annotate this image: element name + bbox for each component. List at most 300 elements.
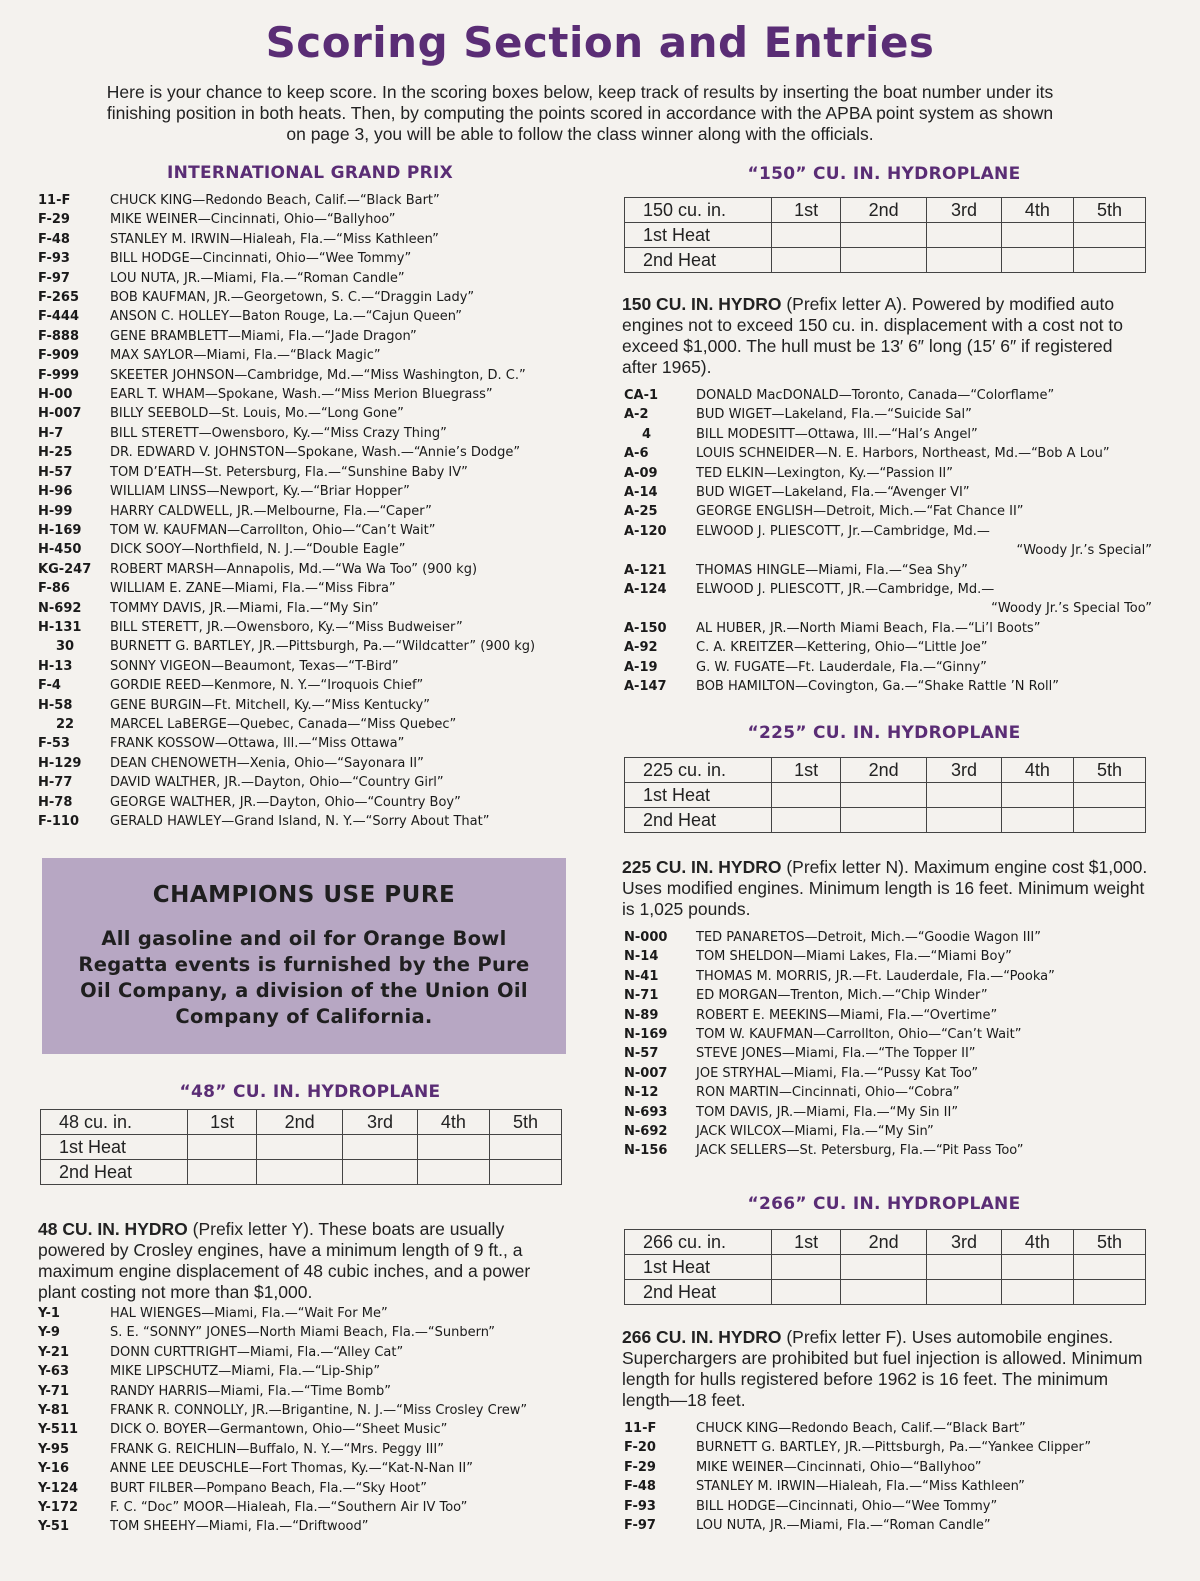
c266-heading: “266” CU. IN. HYDROPLANE — [747, 1194, 1021, 1214]
boat-number: F-48 — [624, 1479, 656, 1495]
score-cell[interactable] — [489, 1135, 561, 1160]
promo-box — [42, 858, 566, 1054]
boat-number: F-20 — [624, 1440, 656, 1456]
c266-score-table — [624, 1229, 1146, 1305]
boat-number: H-58 — [38, 697, 73, 713]
score-cell[interactable] — [257, 1135, 343, 1160]
entry-row — [624, 386, 1152, 405]
score-header-row — [625, 198, 1146, 223]
score-cell[interactable] — [417, 1135, 489, 1160]
entry-row — [38, 676, 598, 695]
c225-desc-bold: 225 CU. IN. HYDRO — [622, 857, 782, 877]
score-cell[interactable] — [1001, 248, 1073, 273]
entry-text: THOMAS HINGLE—Miami, Fla.—“Sea Shy” — [696, 562, 968, 578]
score-cell[interactable] — [841, 248, 927, 273]
entry-row — [624, 464, 1152, 483]
boat-number: H-57 — [38, 464, 73, 480]
entry-text: HARRY CALDWELL, JR.—Melbourne, Fla.—“Caper” — [110, 503, 432, 519]
score-cell[interactable] — [1001, 783, 1073, 808]
score-cell[interactable] — [927, 1255, 1002, 1280]
boat-number: A-150 — [624, 620, 667, 636]
score-cell[interactable] — [927, 223, 1002, 248]
entry-row — [624, 1141, 1152, 1160]
score-cell[interactable] — [1073, 808, 1145, 833]
page-title: Scoring Section and Entries — [265, 18, 935, 67]
entry-row — [624, 425, 1152, 444]
entry-text: GEORGE WALTHER, JR.—Dayton, Ohio—“Country Boy” — [110, 794, 461, 810]
boat-number: N-007 — [624, 1065, 668, 1081]
boat-number: N-12 — [624, 1085, 659, 1101]
boat-number: Y-9 — [38, 1325, 60, 1341]
boat-number: F-93 — [624, 1498, 656, 1514]
boat-number: N-71 — [624, 988, 659, 1004]
place-header: 5th — [489, 1110, 561, 1135]
score-cell[interactable] — [927, 808, 1002, 833]
boat-number: H-77 — [38, 775, 73, 791]
heat-row — [625, 248, 1146, 273]
entry-row — [624, 502, 1152, 521]
entry-text: DICK SOOY—Northfield, N. J.—“Double Eagle” — [110, 542, 406, 558]
entry-row — [38, 1498, 598, 1517]
entry-row — [38, 579, 598, 598]
entry-row — [38, 1304, 598, 1323]
entry-text: MIKE LIPSCHUTZ—Miami, Fla.—“Lip-Ship” — [110, 1364, 381, 1380]
entry-row — [38, 715, 598, 734]
score-cell[interactable] — [1001, 1280, 1073, 1305]
entry-text: STANLEY M. IRWIN—Hialeah, Fla.—“Miss Kathleen” — [110, 231, 439, 247]
entry-row — [624, 1477, 1152, 1496]
score-cell[interactable] — [772, 1280, 841, 1305]
entry-text: DONN CURTTRIGHT—Miami, Fla.—“Alley Cat” — [110, 1344, 404, 1360]
heat-row — [625, 1255, 1146, 1280]
entry-row — [624, 1122, 1152, 1141]
entry-row — [624, 522, 1152, 541]
entry-row — [624, 1006, 1152, 1025]
entry-row — [624, 967, 1152, 986]
boat-number: 4 — [642, 426, 652, 442]
boat-number: F-999 — [38, 367, 80, 383]
place-header: 5th — [1073, 198, 1145, 223]
boat-number: N-000 — [624, 930, 668, 945]
score-cell[interactable] — [257, 1160, 343, 1185]
c48-score-table — [40, 1109, 562, 1185]
place-header: 4th — [1001, 198, 1073, 223]
entry-row — [624, 619, 1152, 638]
boat-number: A-6 — [624, 446, 649, 462]
boat-number: A-25 — [624, 504, 658, 520]
entry-text: BOB HAMILTON—Covington, Ga.—“Shake Rattle ’N Roll” — [696, 679, 1059, 695]
entry-row — [38, 424, 598, 443]
boat-number: F-29 — [38, 212, 70, 228]
heat-row — [41, 1135, 562, 1160]
boat-number: A-14 — [624, 485, 658, 501]
entry-row — [38, 1382, 598, 1401]
entry-text: JOE STRYHAL—Miami, Fla.—“Pussy Kat Too” — [696, 1065, 979, 1081]
score-cell[interactable] — [772, 1255, 841, 1280]
entry-text: SONNY VIGEON—Beaumont, Texas—“T-Bird” — [110, 658, 399, 674]
table-label: 150 cu. in. — [625, 198, 772, 223]
boat-number: H-96 — [38, 484, 73, 500]
entry-text: SKEETER JOHNSON—Cambridge, Md.—“Miss Washington, D. C.” — [110, 367, 526, 383]
entry-row — [624, 928, 1152, 947]
entry-text: STEVE JONES—Miami, Fla.—“The Topper II” — [696, 1046, 976, 1062]
entry-text: WILLIAM LINSS—Newport, Ky.—“Briar Hopper” — [110, 484, 410, 500]
score-cell[interactable] — [188, 1160, 257, 1185]
entry-row — [38, 288, 598, 307]
entry-row — [624, 677, 1152, 696]
boat-number: A-2 — [624, 407, 649, 423]
entry-text: TED ELKIN—Lexington, Ky.—“Passion II” — [696, 465, 953, 481]
entry-row — [624, 561, 1152, 580]
boat-number: KG-247 — [38, 561, 92, 577]
score-cell[interactable] — [927, 783, 1002, 808]
boat-number: H-25 — [38, 445, 73, 461]
boat-number: F-110 — [38, 814, 80, 829]
entry-text: BURNETT G. BARTLEY, JR.—Pittsburgh, Pa.—“Yankee Clipper” — [696, 1440, 1092, 1456]
entry-text: FRANK G. REICHLIN—Buffalo, N. Y.—“Mrs. Peggy III” — [110, 1441, 444, 1457]
score-cell[interactable] — [841, 1255, 927, 1280]
entry-row — [624, 947, 1152, 966]
boat-number: Y-21 — [38, 1344, 69, 1360]
c266-desc-bold: 266 CU. IN. HYDRO — [622, 1327, 782, 1347]
c225-description — [622, 857, 1150, 920]
entry-text: CHUCK KING—Redondo Beach, Calif.—“Black Bart” — [110, 193, 440, 208]
boat-number: 30 — [56, 639, 75, 655]
c150-description — [622, 294, 1150, 378]
entry-row — [38, 1323, 598, 1342]
score-cell[interactable] — [1073, 783, 1145, 808]
boat-number: N-156 — [624, 1143, 668, 1159]
entry-row — [38, 1362, 598, 1381]
boat-number: N-14 — [624, 949, 659, 965]
c48-entry-list — [38, 1304, 598, 1537]
boat-number: N-89 — [624, 1007, 659, 1023]
c150-score-table — [624, 197, 1146, 273]
boat-number: A-09 — [624, 465, 658, 481]
boat-number: Y-172 — [38, 1500, 79, 1516]
entry-row — [38, 1401, 598, 1420]
entry-row — [38, 599, 598, 618]
entry-row — [38, 637, 598, 656]
igp-heading: INTERNATIONAL GRAND PRIX — [166, 163, 454, 183]
score-cell[interactable] — [772, 808, 841, 833]
boat-number: F-97 — [38, 270, 70, 286]
entry-text: BURT FILBER—Pompano Beach, Fla.—“Sky Hoot” — [110, 1480, 427, 1496]
boat-number: CA-1 — [624, 388, 659, 403]
table-label: 48 cu. in. — [41, 1110, 188, 1135]
score-cell[interactable] — [841, 783, 927, 808]
c266-desc-text: (Prefix letter F). Uses automobile engines. Superchargers are prohibited but fuel injection is allowed. Minimum length for hulls registered before 1962 is 16 feet. The minimum length—18 feet. — [622, 1327, 1143, 1410]
c150-heading: “150” CU. IN. HYDROPLANE — [747, 164, 1021, 184]
entry-text: TOM D’EATH—St. Petersburg, Fla.—“Sunshine Baby IV” — [110, 464, 468, 480]
boat-number: H-131 — [38, 619, 82, 635]
place-header: 3rd — [927, 198, 1002, 223]
entry-row — [38, 307, 598, 326]
place-header: 1st — [772, 198, 841, 223]
entry-row — [38, 404, 598, 423]
c225-heading: “225” CU. IN. HYDROPLANE — [747, 723, 1021, 743]
c48-description — [38, 1219, 566, 1303]
entry-row — [624, 483, 1152, 502]
entry-row — [624, 580, 1152, 599]
boat-number: A-124 — [624, 582, 667, 598]
score-cell[interactable] — [1001, 1255, 1073, 1280]
boat-number: H-00 — [38, 387, 73, 403]
entry-text: BILL STERETT, JR.—Owensboro, Ky.—“Miss Budweiser” — [110, 619, 463, 635]
boat-number: F-265 — [38, 290, 80, 306]
entry-text: GENE BRAMBLETT—Miami, Fla.—“Jade Dragon” — [110, 328, 417, 344]
entry-row — [38, 754, 598, 773]
boat-number: F-97 — [624, 1518, 656, 1534]
score-cell[interactable] — [927, 1280, 1002, 1305]
boat-number: Y-71 — [38, 1383, 69, 1399]
heat-label: 2nd Heat — [625, 248, 772, 273]
place-header: 4th — [1001, 1230, 1073, 1255]
entry-row — [624, 986, 1152, 1005]
entry-text: RANDY HARRIS—Miami, Fla.—“Time Bomb” — [110, 1383, 392, 1399]
heat-label: 1st Heat — [41, 1135, 188, 1160]
entry-text: BOB KAUFMAN, JR.—Georgetown, S. C.—“Draggin Lady” — [110, 290, 475, 306]
c48-heading: “48” CU. IN. HYDROPLANE — [179, 1082, 441, 1102]
igp-entry-list — [38, 191, 598, 831]
boat-number: N-693 — [624, 1104, 668, 1120]
entry-text: WILLIAM E. ZANE—Miami, Fla.—“Miss Fibra” — [110, 581, 396, 597]
entry-text: BILL HODGE—Cincinnati, Ohio—“Wee Tommy” — [110, 251, 412, 267]
entry-text: DAVID WALTHER, JR.—Dayton, Ohio—“Country Girl” — [110, 775, 444, 791]
score-cell[interactable] — [772, 783, 841, 808]
entry-continuation — [624, 599, 1152, 618]
heat-row — [625, 783, 1146, 808]
heat-row — [625, 808, 1146, 833]
entry-text: GENE BURGIN—Ft. Mitchell, Ky.—“Miss Kentucky” — [110, 697, 430, 713]
score-cell[interactable] — [1073, 248, 1145, 273]
heat-label: 2nd Heat — [41, 1160, 188, 1185]
entry-text: TOM SHELDON—Miami Lakes, Fla.—“Miami Boy” — [696, 949, 1012, 965]
entry-text: G. W. FUGATE—Ft. Lauderdale, Fla.—“Ginny” — [696, 659, 987, 675]
c225-score-table — [624, 757, 1146, 833]
entry-row — [38, 657, 598, 676]
place-header: 3rd — [343, 1110, 418, 1135]
entry-row — [624, 1103, 1152, 1122]
entry-text: HAL WIENGES—Miami, Fla.—“Wait For Me” — [110, 1306, 388, 1321]
entry-text: GEORGE ENGLISH—Detroit, Mich.—“Fat Chance II” — [696, 504, 1024, 520]
entry-text: MIKE WEINER—Cincinnati, Ohio—“Ballyhoo” — [110, 212, 396, 228]
boat-number: H-7 — [38, 425, 64, 441]
c150-desc-text: (Prefix letter A). Powered by modified auto engines not to exceed 150 cu. in. displacement with a cost not to exceed $1,000. The hull must be 13′ 6″ long (15′ 6″ if registered after 1965). — [622, 294, 1124, 377]
entry-text: TOM DAVIS, JR.—Miami, Fla.—“My Sin II” — [696, 1104, 959, 1120]
entry-row — [38, 773, 598, 792]
boat-number: H-129 — [38, 755, 82, 771]
boat-number: H-450 — [38, 542, 82, 558]
entry-text: BUD WIGET—Lakeland, Fla.—“Suicide Sal” — [696, 407, 972, 423]
boat-number: H-169 — [38, 522, 82, 538]
entry-text: TOM SHEEHY—Miami, Fla.—“Driftwood” — [110, 1519, 369, 1535]
heat-label: 1st Heat — [625, 1255, 772, 1280]
entry-row — [38, 1343, 598, 1362]
score-cell[interactable] — [489, 1160, 561, 1185]
entry-text: STANLEY M. IRWIN—Hialeah, Fla.—“Miss Kathleen” — [696, 1479, 1025, 1495]
heat-label: 1st Heat — [625, 783, 772, 808]
entry-row — [38, 482, 598, 501]
place-header: 1st — [188, 1110, 257, 1135]
place-header: 5th — [1073, 1230, 1145, 1255]
entry-row — [38, 540, 598, 559]
entry-row — [38, 443, 598, 462]
entry-text: BILLY SEEBOLD—St. Louis, Mo.—“Long Gone” — [110, 406, 404, 422]
entry-text: LOUIS SCHNEIDER—N. E. Harbors, Northeast, Md.—“Bob A Lou” — [696, 446, 1110, 462]
entry-text: JACK WILCOX—Miami, Fla.—“My Sin” — [696, 1124, 934, 1140]
score-cell[interactable] — [1001, 223, 1073, 248]
c48-desc-bold: 48 CU. IN. HYDRO — [38, 1219, 188, 1239]
entry-text: F. C. “Doc” MOOR—Hialeah, Fla.—“Southern Air IV Too” — [110, 1500, 468, 1516]
score-cell[interactable] — [188, 1135, 257, 1160]
boat-number: A-120 — [624, 523, 667, 539]
entry-row — [38, 521, 598, 540]
entry-text: ANSON C. HOLLEY—Baton Rouge, La.—“Cajun Queen” — [110, 309, 463, 325]
place-header: 2nd — [257, 1110, 343, 1135]
entry-text: MAX SAYLOR—Miami, Fla.—“Black Magic” — [110, 348, 381, 364]
entry-row — [624, 658, 1152, 677]
entry-row — [38, 1440, 598, 1459]
entry-row — [38, 366, 598, 385]
score-cell[interactable] — [841, 223, 927, 248]
c266-entry-list — [624, 1419, 1152, 1535]
boat-number: H-78 — [38, 794, 73, 810]
table-label: 266 cu. in. — [625, 1230, 772, 1255]
entry-text: MIKE WEINER—Cincinnati, Ohio—“Ballyhoo” — [696, 1459, 982, 1475]
entry-text: ROBERT E. MEEKINS—Miami, Fla.—“Overtime” — [696, 1007, 998, 1023]
score-cell[interactable] — [927, 248, 1002, 273]
place-header: 4th — [417, 1110, 489, 1135]
entry-row — [38, 502, 598, 521]
entry-row — [38, 269, 598, 288]
table-label: 225 cu. in. — [625, 758, 772, 783]
entry-text: “Woody Jr.’s Special” — [1016, 543, 1152, 559]
entry-row — [624, 1419, 1152, 1438]
entry-row — [38, 618, 598, 637]
entry-row — [38, 696, 598, 715]
place-header: 1st — [772, 1230, 841, 1255]
score-cell[interactable] — [1073, 223, 1145, 248]
boat-number: H-99 — [38, 503, 73, 519]
entry-row — [38, 230, 598, 249]
boat-number: F-53 — [38, 736, 70, 752]
score-cell[interactable] — [417, 1160, 489, 1185]
entry-text: MARCEL LaBERGE—Quebec, Canada—“Miss Quebec” — [110, 716, 457, 732]
boat-number: Y-124 — [38, 1480, 79, 1496]
entry-row — [38, 385, 598, 404]
boat-number: F-48 — [38, 231, 70, 247]
entry-row — [624, 1025, 1152, 1044]
entry-row — [38, 812, 598, 831]
entry-text: BURNETT G. BARTLEY, JR.—Pittsburgh, Pa.—“Wildcatter” (900 kg) — [110, 639, 536, 655]
boat-number: Y-95 — [38, 1441, 69, 1457]
heat-row — [625, 223, 1146, 248]
score-cell[interactable] — [772, 223, 841, 248]
entry-text: JACK SELLERS—St. Petersburg, Fla.—“Pit Pass Too” — [696, 1143, 1024, 1159]
boat-number: A-19 — [624, 659, 658, 675]
score-cell[interactable] — [343, 1160, 418, 1185]
entry-row — [38, 327, 598, 346]
entry-text: TOM W. KAUFMAN—Carrollton, Ohio—“Can’t Wait” — [696, 1027, 1022, 1043]
c150-entry-list — [624, 386, 1152, 697]
entry-text: AL HUBER, JR.—North Miami Beach, Fla.—“Li’l Boots” — [696, 620, 1041, 636]
promo-body: All gasoline and oil for Orange Bowl Regatta events is furnished by the Pure Oil Company, a division of the Union Oil Company of California. — [78, 927, 530, 1028]
score-header-row — [625, 758, 1146, 783]
entry-row — [624, 638, 1152, 657]
entry-text: DICK O. BOYER—Germantown, Ohio—“Sheet Music” — [110, 1422, 448, 1438]
boat-number: F-93 — [38, 251, 70, 267]
boat-number: N-692 — [38, 600, 82, 616]
score-cell[interactable] — [841, 808, 927, 833]
score-cell[interactable] — [343, 1135, 418, 1160]
entry-text: LOU NUTA, JR.—Miami, Fla.—“Roman Candle” — [696, 1518, 991, 1534]
entry-text: S. E. “SONNY” JONES—North Miami Beach, Fla.—“Sunbern” — [110, 1325, 496, 1341]
score-cell[interactable] — [1073, 1255, 1145, 1280]
promo-heading: CHAMPIONS USE PURE — [152, 882, 456, 908]
boat-number: Y-81 — [38, 1403, 69, 1419]
entry-text: RON MARTIN—Cincinnati, Ohio—“Cobra” — [696, 1085, 960, 1101]
entry-text: FRANK R. CONNOLLY, JR.—Brigantine, N. J.—“Miss Crosley Crew” — [110, 1403, 528, 1419]
entry-text: FRANK KOSSOW—Ottawa, Ill.—“Miss Ottawa” — [110, 736, 405, 752]
entry-row — [624, 1497, 1152, 1516]
score-cell[interactable] — [1001, 808, 1073, 833]
boat-number: F-888 — [38, 328, 80, 344]
entry-text: GORDIE REED—Kenmore, N. Y.—“Iroquois Chief” — [110, 678, 424, 694]
boat-number: F-4 — [38, 678, 61, 694]
entry-text: TOM W. KAUFMAN—Carrollton, Ohio—“Can’t Wait” — [110, 522, 436, 538]
boat-number: A-147 — [624, 679, 667, 695]
score-header-row — [625, 1230, 1146, 1255]
entry-row — [624, 1516, 1152, 1535]
boat-number: 11-F — [624, 1421, 657, 1436]
entry-continuation — [624, 541, 1152, 560]
score-cell[interactable] — [841, 1280, 927, 1305]
entry-text: TOMMY DAVIS, JR.—Miami, Fla.—“My Sin” — [110, 600, 379, 616]
boat-number: 22 — [56, 716, 75, 732]
entry-text: CHUCK KING—Redondo Beach, Calif.—“Black Bart” — [696, 1421, 1026, 1436]
entry-row — [38, 560, 598, 579]
score-cell[interactable] — [772, 248, 841, 273]
entry-row — [38, 1479, 598, 1498]
c225-desc-text: (Prefix letter N). Maximum engine cost $1,000. Uses modified engines. Minimum length is 16 feet. Minimum weight is 1,025 pounds. — [622, 857, 1148, 919]
boat-number: A-121 — [624, 562, 667, 578]
entry-row — [38, 734, 598, 753]
heat-label: 2nd Heat — [625, 1280, 772, 1305]
boat-number: 11-F — [38, 193, 71, 208]
boat-number: N-57 — [624, 1046, 659, 1062]
place-header: 5th — [1073, 758, 1145, 783]
score-cell[interactable] — [1073, 1280, 1145, 1305]
boat-number: Y-1 — [38, 1306, 60, 1321]
entry-text: BILL STERETT—Owensboro, Ky.—“Miss Crazy Thing” — [110, 425, 447, 441]
entry-text: THOMAS M. MORRIS, JR.—Ft. Lauderdale, Fla.—“Pooka” — [696, 968, 1055, 984]
place-header: 2nd — [841, 758, 927, 783]
boat-number: Y-51 — [38, 1519, 69, 1535]
entry-text: C. A. KREITZER—Kettering, Ohio—“Little Joe” — [696, 640, 988, 656]
intro-text: Here is your chance to keep score. In the scoring boxes below, keep track of results by inserting the boat number under its finishing position in both heats. Then, by computing the points scored in accordance with the APBA point system as shown on page 3, you will be able to follow the class winner along with the officials. — [106, 82, 1054, 144]
entry-text: ED MORGAN—Trenton, Mich.—“Chip Winder” — [696, 988, 988, 1004]
entry-row — [624, 1044, 1152, 1063]
boat-number: N-692 — [624, 1124, 668, 1140]
entry-row — [624, 1458, 1152, 1477]
entry-text: BILL HODGE—Cincinnati, Ohio—“Wee Tommy” — [696, 1498, 998, 1514]
entry-text: EARL T. WHAM—Spokane, Wash.—“Miss Merion Bluegrass” — [110, 387, 493, 403]
entry-row — [38, 249, 598, 268]
place-header: 3rd — [927, 1230, 1002, 1255]
entry-row — [38, 1517, 598, 1536]
entry-row — [624, 444, 1152, 463]
